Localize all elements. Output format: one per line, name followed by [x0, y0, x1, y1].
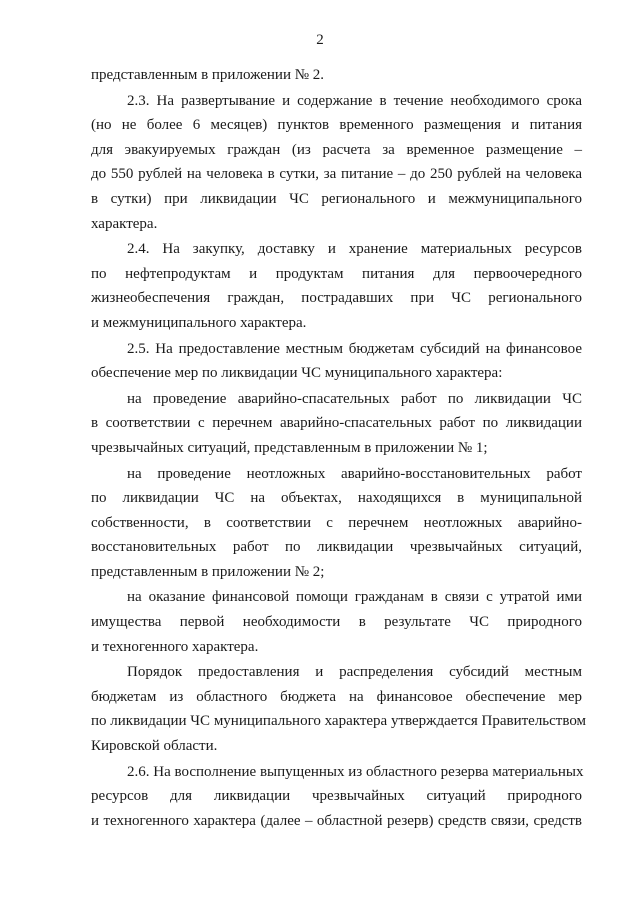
text-line: ресурсов для ликвидации чрезвычайных ситуаций природного: [91, 788, 582, 805]
text-line: на проведение аварийно-спасательных работ по ликвидации ЧС: [127, 390, 582, 407]
paragraph: [91, 462, 582, 585]
text-line: восстановительных работ по ликвидации чрезвычайных ситуаций,: [91, 539, 582, 556]
page-number: 2: [316, 32, 324, 48]
text-line: жизнеобеспечения граждан, пострадавших при ЧС регионального: [91, 290, 582, 307]
text-line: в сутки) при ликвидации ЧС регионального и межмуниципального: [91, 190, 582, 207]
paragraph: [91, 760, 582, 834]
document-body: [91, 63, 587, 834]
text-line: характера.: [91, 215, 158, 232]
text-line: и техногенного характера (далее – областной резерв) средств связи, средств: [91, 812, 582, 829]
text-line: в соответствии с перечнем аварийно-спасательных работ по ликвидации: [91, 415, 582, 432]
paragraph: [91, 337, 582, 386]
text-line: 2.5. На предоставление местным бюджетам субсидий на финансовое: [127, 340, 582, 357]
text-line: 2.6. На восполнение выпущенных из областного резерва материальных: [127, 763, 584, 780]
text-line: обеспечение мер по ликвидации ЧС муниципального характера:: [91, 365, 503, 382]
text-line: бюджетам из областного бюджета на финансовое обеспечение мер: [91, 688, 582, 705]
paragraph: [91, 585, 582, 659]
text-line: по ликвидации ЧС на объектах, находящихся в муниципальной: [91, 490, 582, 507]
text-line: по ликвидации ЧС муниципального характера утверждается Правительством: [91, 713, 587, 730]
paragraph: [91, 237, 582, 335]
paragraph: [91, 63, 582, 88]
text-line: до 550 рублей на человека в сутки, за питание – до 250 рублей на человека: [91, 166, 582, 183]
text-line: для эвакуируемых граждан (из расчета за временное размещение –: [91, 141, 582, 158]
text-line: представленным в приложении № 2.: [91, 67, 325, 83]
text-line: Кировской области.: [91, 738, 218, 755]
text-line: на проведение неотложных аварийно-восстановительных работ: [127, 465, 582, 482]
text-line: на оказание финансовой помощи гражданам в связи с утратой ими: [127, 589, 582, 606]
text-line: по нефтепродуктам и продуктам питания для первоочередного: [91, 265, 582, 282]
text-line: 2.3. На развертывание и содержание в течение необходимого срока: [127, 92, 582, 109]
text-line: и межмуниципального характера.: [91, 314, 307, 331]
text-line: 2.4. На закупку, доставку и хранение материальных ресурсов: [127, 241, 582, 258]
text-line: представленным в приложении № 2;: [91, 563, 325, 580]
paragraph: [91, 387, 582, 461]
text-line: и техногенного характера.: [91, 638, 259, 655]
text-line: чрезвычайных ситуаций, представленным в приложении № 1;: [91, 439, 488, 456]
text-line: (но не более 6 месяцев) пунктов временного размещения и питания: [91, 117, 582, 134]
text-line: собственности, в соответствии с перечнем неотложных аварийно-: [91, 514, 582, 531]
paragraph: [91, 89, 582, 237]
text-line: Порядок предоставления и распределения субсидий местным: [127, 664, 582, 681]
text-line: имущества первой необходимости в результате ЧС природного: [91, 614, 582, 631]
paragraph: [91, 660, 587, 758]
